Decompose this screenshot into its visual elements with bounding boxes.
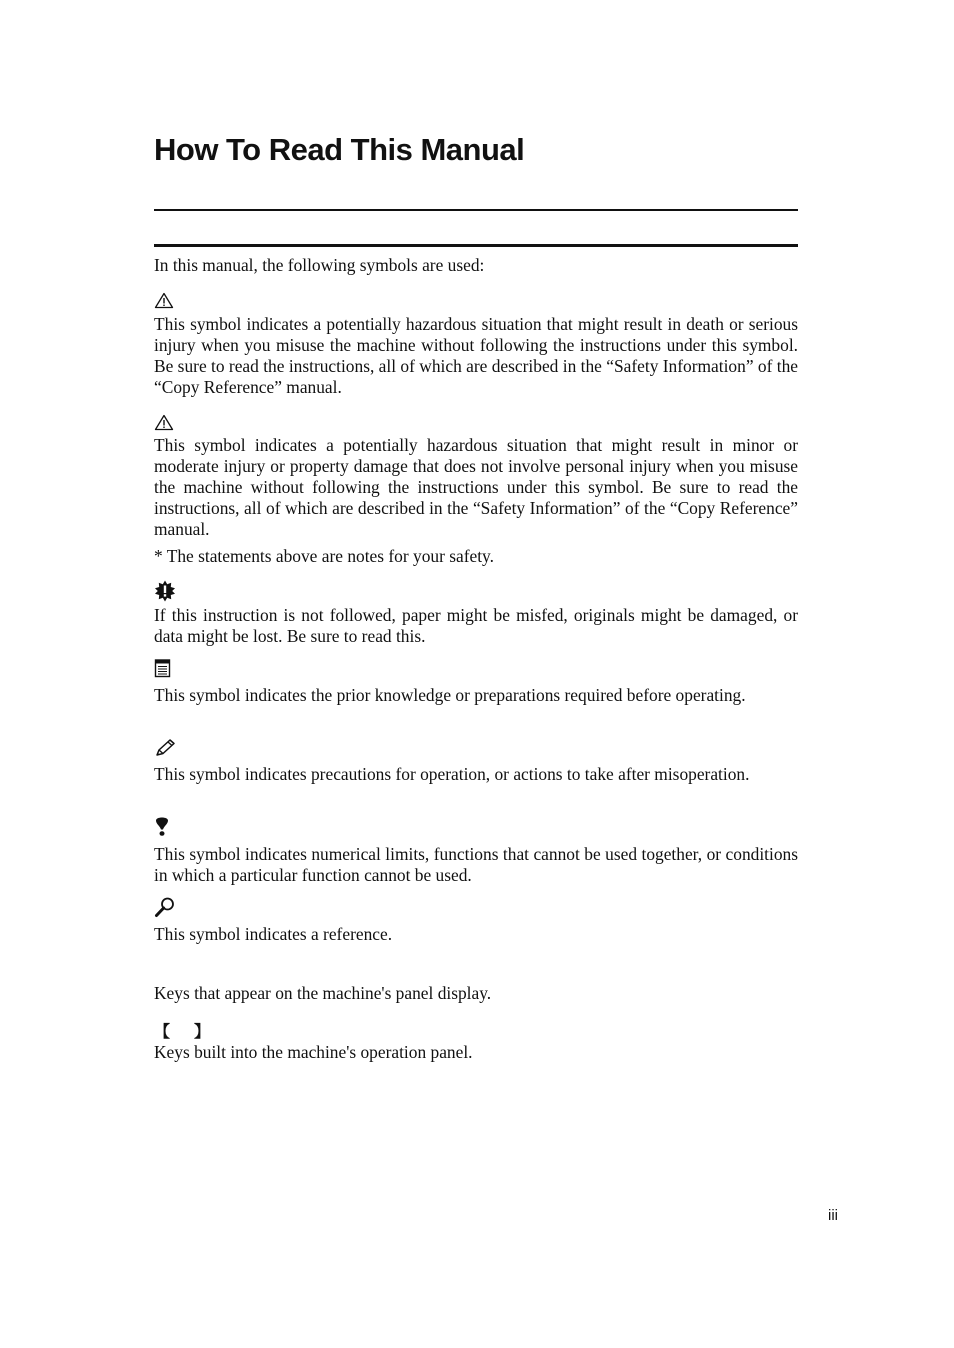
close-bracket: 】 [193,1022,210,1041]
page-number: iii [828,1207,838,1224]
operation-panel-keys-description: Keys built into the machine's operation panel. [154,1042,473,1062]
important-description: If this instruction is not followed, paper might be misfed, originals might be damaged, or data might be lost. Be sure to read this. [154,605,798,646]
warning-triangle-icon [154,292,174,309]
note-description: This symbol indicates precautions for operation, or actions to take after misoperation. [154,764,750,784]
panel-display-keys-description: Keys that appear on the machine's panel display. [154,983,492,1003]
safety-note: * The statements above are notes for your safety. [154,546,494,566]
warning-description: This symbol indicates a potentially hazardous situation that might result in death or serious injury when you misuse the machine without following the instructions under this symbol. Be sure to read the instructions, all of which are described in the “Safety Information” of the “Copy Reference” manual. [154,314,798,397]
important-icon [154,580,176,602]
reference-magnifier-icon [154,896,176,918]
note-pencil-icon [154,738,176,758]
caution-description: This symbol indicates a potentially hazardous situation that might result in minor or moderate injury or property damage that does not involve personal injury when you misuse the machine without following the instructions under this symbol. Be sure to read the instructions, all of which are described in the “Safety Information” of the “Copy Reference” manual. [154,435,798,539]
preparation-icon [154,658,172,678]
reference-description: This symbol indicates a reference. [154,924,393,944]
limitation-icon [154,815,170,837]
section-rule [154,244,798,247]
intro-text: In this manual, the following symbols are used: [154,255,485,275]
preparation-description: This symbol indicates the prior knowledge or preparations required before operating. [154,685,746,705]
caution-triangle-icon [154,414,174,431]
limitation-description: This symbol indicates numerical limits, functions that cannot be used together, or conditions in which a particular function cannot be used. [154,844,798,885]
open-bracket: 【 [154,1022,171,1041]
top-rule [154,209,798,211]
key-bracket-symbol [154,1019,210,1042]
page-title: How To Read This Manual [154,132,525,167]
